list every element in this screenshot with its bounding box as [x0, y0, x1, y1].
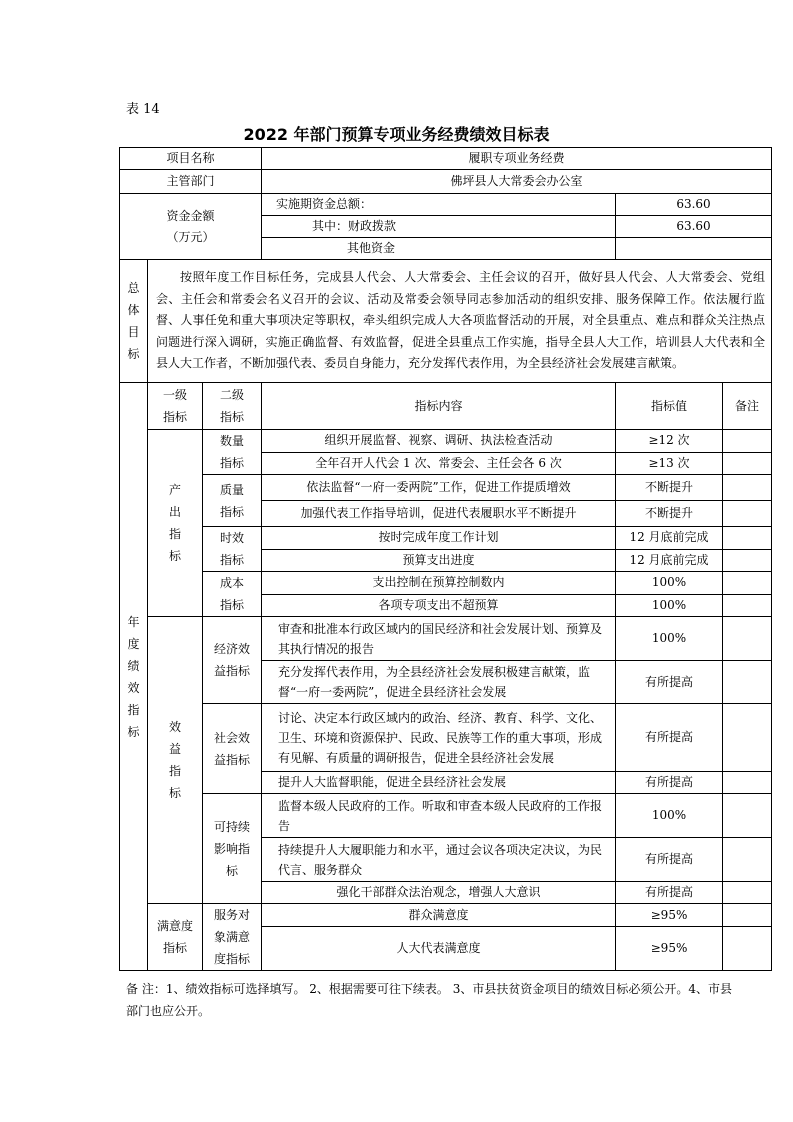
- footnote: 备 注：1、绩效指标可选择填写。 2、根据需要可往下续表。 3、市县扶贫资金项目的绩效目标必须公开。4、市县部门也应公开。: [126, 982, 732, 1018]
- quantity-indicators-label: 数量指标: [203, 430, 262, 475]
- indicator-value: 有所提高: [616, 838, 723, 882]
- indicator-value: 100%: [616, 794, 723, 838]
- indicator-content: 讨论、决定本行政区域内的政治、经济、教育、科学、文化、卫生、环境和资源保护、民政、民族等工作的重大事项，形成有见解、有质量的调研报告，促进全县经济社会发展: [262, 704, 616, 772]
- time-indicators-label: 时效指标: [203, 527, 262, 572]
- indicator-value: 100%: [616, 617, 723, 661]
- indicator-content: 加强代表工作指导培训，促进代表履职水平不断提升: [262, 501, 616, 527]
- indicator-content: 群众满意度: [262, 904, 616, 927]
- indicator-value: 有所提高: [616, 882, 723, 904]
- indicator-value: 不断提升: [616, 475, 723, 501]
- total-funds-value: 63.60: [616, 194, 772, 216]
- indicator-remark: [723, 838, 772, 882]
- indicator-content: 审查和批准本行政区域内的国民经济和社会发展计划、预算及其执行情况的报告: [262, 617, 616, 661]
- indicator-content: 依法监督“一府一委两院”工作，促进工作提质增效: [262, 475, 616, 501]
- indicator-remark: [723, 452, 772, 475]
- header-content: 指标内容: [262, 383, 616, 430]
- effect-indicators-label: 效益指标: [148, 617, 203, 904]
- indicator-value: ≥95%: [616, 904, 723, 927]
- indicator-remark: [723, 572, 772, 595]
- fiscal-funds-value: 63.60: [616, 216, 772, 238]
- header-value: 指标值: [616, 383, 723, 430]
- indicator-content: 人大代表满意度: [262, 927, 616, 971]
- header-level2: 二级指标: [203, 383, 262, 430]
- satisfaction-indicators-label: 满意度指标: [148, 904, 203, 971]
- indicator-content: 组织开展监督、视察、调研、执法检查活动: [262, 430, 616, 453]
- indicator-content: 支出控制在预算控制数内: [262, 572, 616, 595]
- indicator-value: 12 月底前完成: [616, 549, 723, 572]
- service-satisfaction-label: 服务对象满意度指标: [203, 904, 262, 971]
- project-name-label: 项目名称: [120, 148, 262, 170]
- indicator-value: 有所提高: [616, 704, 723, 772]
- table-number: 表 14: [126, 102, 160, 117]
- summary-text: 按照年度工作目标任务，完成县人代会、人大常委会、主任会议的召开，做好县人代会、人大常委会、党组会、主任会和常委会名义召开的会议、活动及常委会领导同志参加活动的组织安排、服务保障工作。依法履行监督、人事任免和重大事项决定等职权，牵头组织完成人大各项监督活动的开展，对全县重点、难点和群众关注热点问题进行深入调研，实施正确监督、有效监督，促进全县重点工作实施，指导全县人大工作，培训县人大代表和全县人大工作者，不断加强代表、委员自身能力，充分发挥代表作用，为全县经济社会发展建言献策。: [148, 260, 772, 383]
- indicator-value: ≥95%: [616, 927, 723, 971]
- other-funds-label: 其他资金: [262, 238, 616, 260]
- funds-label: [120, 194, 262, 260]
- indicator-remark: [723, 594, 772, 617]
- indicator-content: 充分发挥代表作用，为全县经济社会发展积极建言献策，监督“一府一委两院”，促进全县经济社会发展: [262, 661, 616, 704]
- quality-indicators-label: 质量指标: [203, 475, 262, 527]
- indicator-value: 12 月底前完成: [616, 527, 723, 550]
- indicator-value: 100%: [616, 594, 723, 617]
- funds-label-line1: 资金金额: [166, 208, 215, 223]
- indicator-value: 100%: [616, 572, 723, 595]
- social-indicators-label: 社会效益指标: [203, 704, 262, 794]
- indicator-remark: [723, 927, 772, 971]
- total-funds-label: 实施期资金总额：: [262, 194, 616, 216]
- indicator-value: ≥13 次: [616, 452, 723, 475]
- indicator-content: 持续提升人大履职能力和水平，通过会议各项决定决议，为民代言、服务群众: [262, 838, 616, 882]
- indicator-content: 按时完成年度工作计划: [262, 527, 616, 550]
- output-indicators-label: 产出指标: [148, 430, 203, 617]
- funds-label-line2: （万元）: [166, 229, 215, 244]
- page-title: 2022 年部门预算专项业务经费绩效目标表: [243, 125, 550, 144]
- project-name: 履职专项业务经费: [262, 148, 772, 170]
- indicator-content: 强化干部群众法治观念，增强人大意识: [262, 882, 616, 904]
- indicator-value: 有所提高: [616, 772, 723, 794]
- indicator-value: 不断提升: [616, 501, 723, 527]
- summary-label: 总体目标: [120, 260, 148, 383]
- indicator-content: 预算支出进度: [262, 549, 616, 572]
- other-funds-value: [616, 238, 772, 260]
- header-remark: 备注: [723, 383, 772, 430]
- indicator-remark: [723, 549, 772, 572]
- indicator-remark: [723, 430, 772, 453]
- indicator-remark: [723, 794, 772, 838]
- indicator-remark: [723, 661, 772, 704]
- indicator-remark: [723, 904, 772, 927]
- cost-indicators-label: 成本指标: [203, 572, 262, 617]
- indicator-remark: [723, 475, 772, 501]
- fiscal-funds-label: 其中：财政拨款: [262, 216, 616, 238]
- header-level1: 一级指标: [148, 383, 203, 430]
- indicator-content: 全年召开人代会 1 次、常委会、主任会各 6 次: [262, 452, 616, 475]
- indicator-remark: [723, 882, 772, 904]
- indicator-value: 有所提高: [616, 661, 723, 704]
- sustainability-indicators-label: 可持续影响指标: [203, 794, 262, 904]
- annual-indicators-label: 年度绩效指标: [120, 383, 148, 971]
- indicator-value: ≥12 次: [616, 430, 723, 453]
- indicator-content: 各项专项支出不超预算: [262, 594, 616, 617]
- performance-table: [119, 147, 772, 971]
- indicator-remark: [723, 501, 772, 527]
- department-label: 主管部门: [120, 170, 262, 194]
- department-name: 佛坪县人大常委会办公室: [262, 170, 772, 194]
- indicator-remark: [723, 772, 772, 794]
- indicator-content: 提升人大监督职能，促进全县经济社会发展: [262, 772, 616, 794]
- indicator-content: 监督本级人民政府的工作。听取和审查本级人民政府的工作报告: [262, 794, 616, 838]
- indicator-remark: [723, 527, 772, 550]
- economic-indicators-label: 经济效益指标: [203, 617, 262, 704]
- indicator-remark: [723, 704, 772, 772]
- indicator-remark: [723, 617, 772, 661]
